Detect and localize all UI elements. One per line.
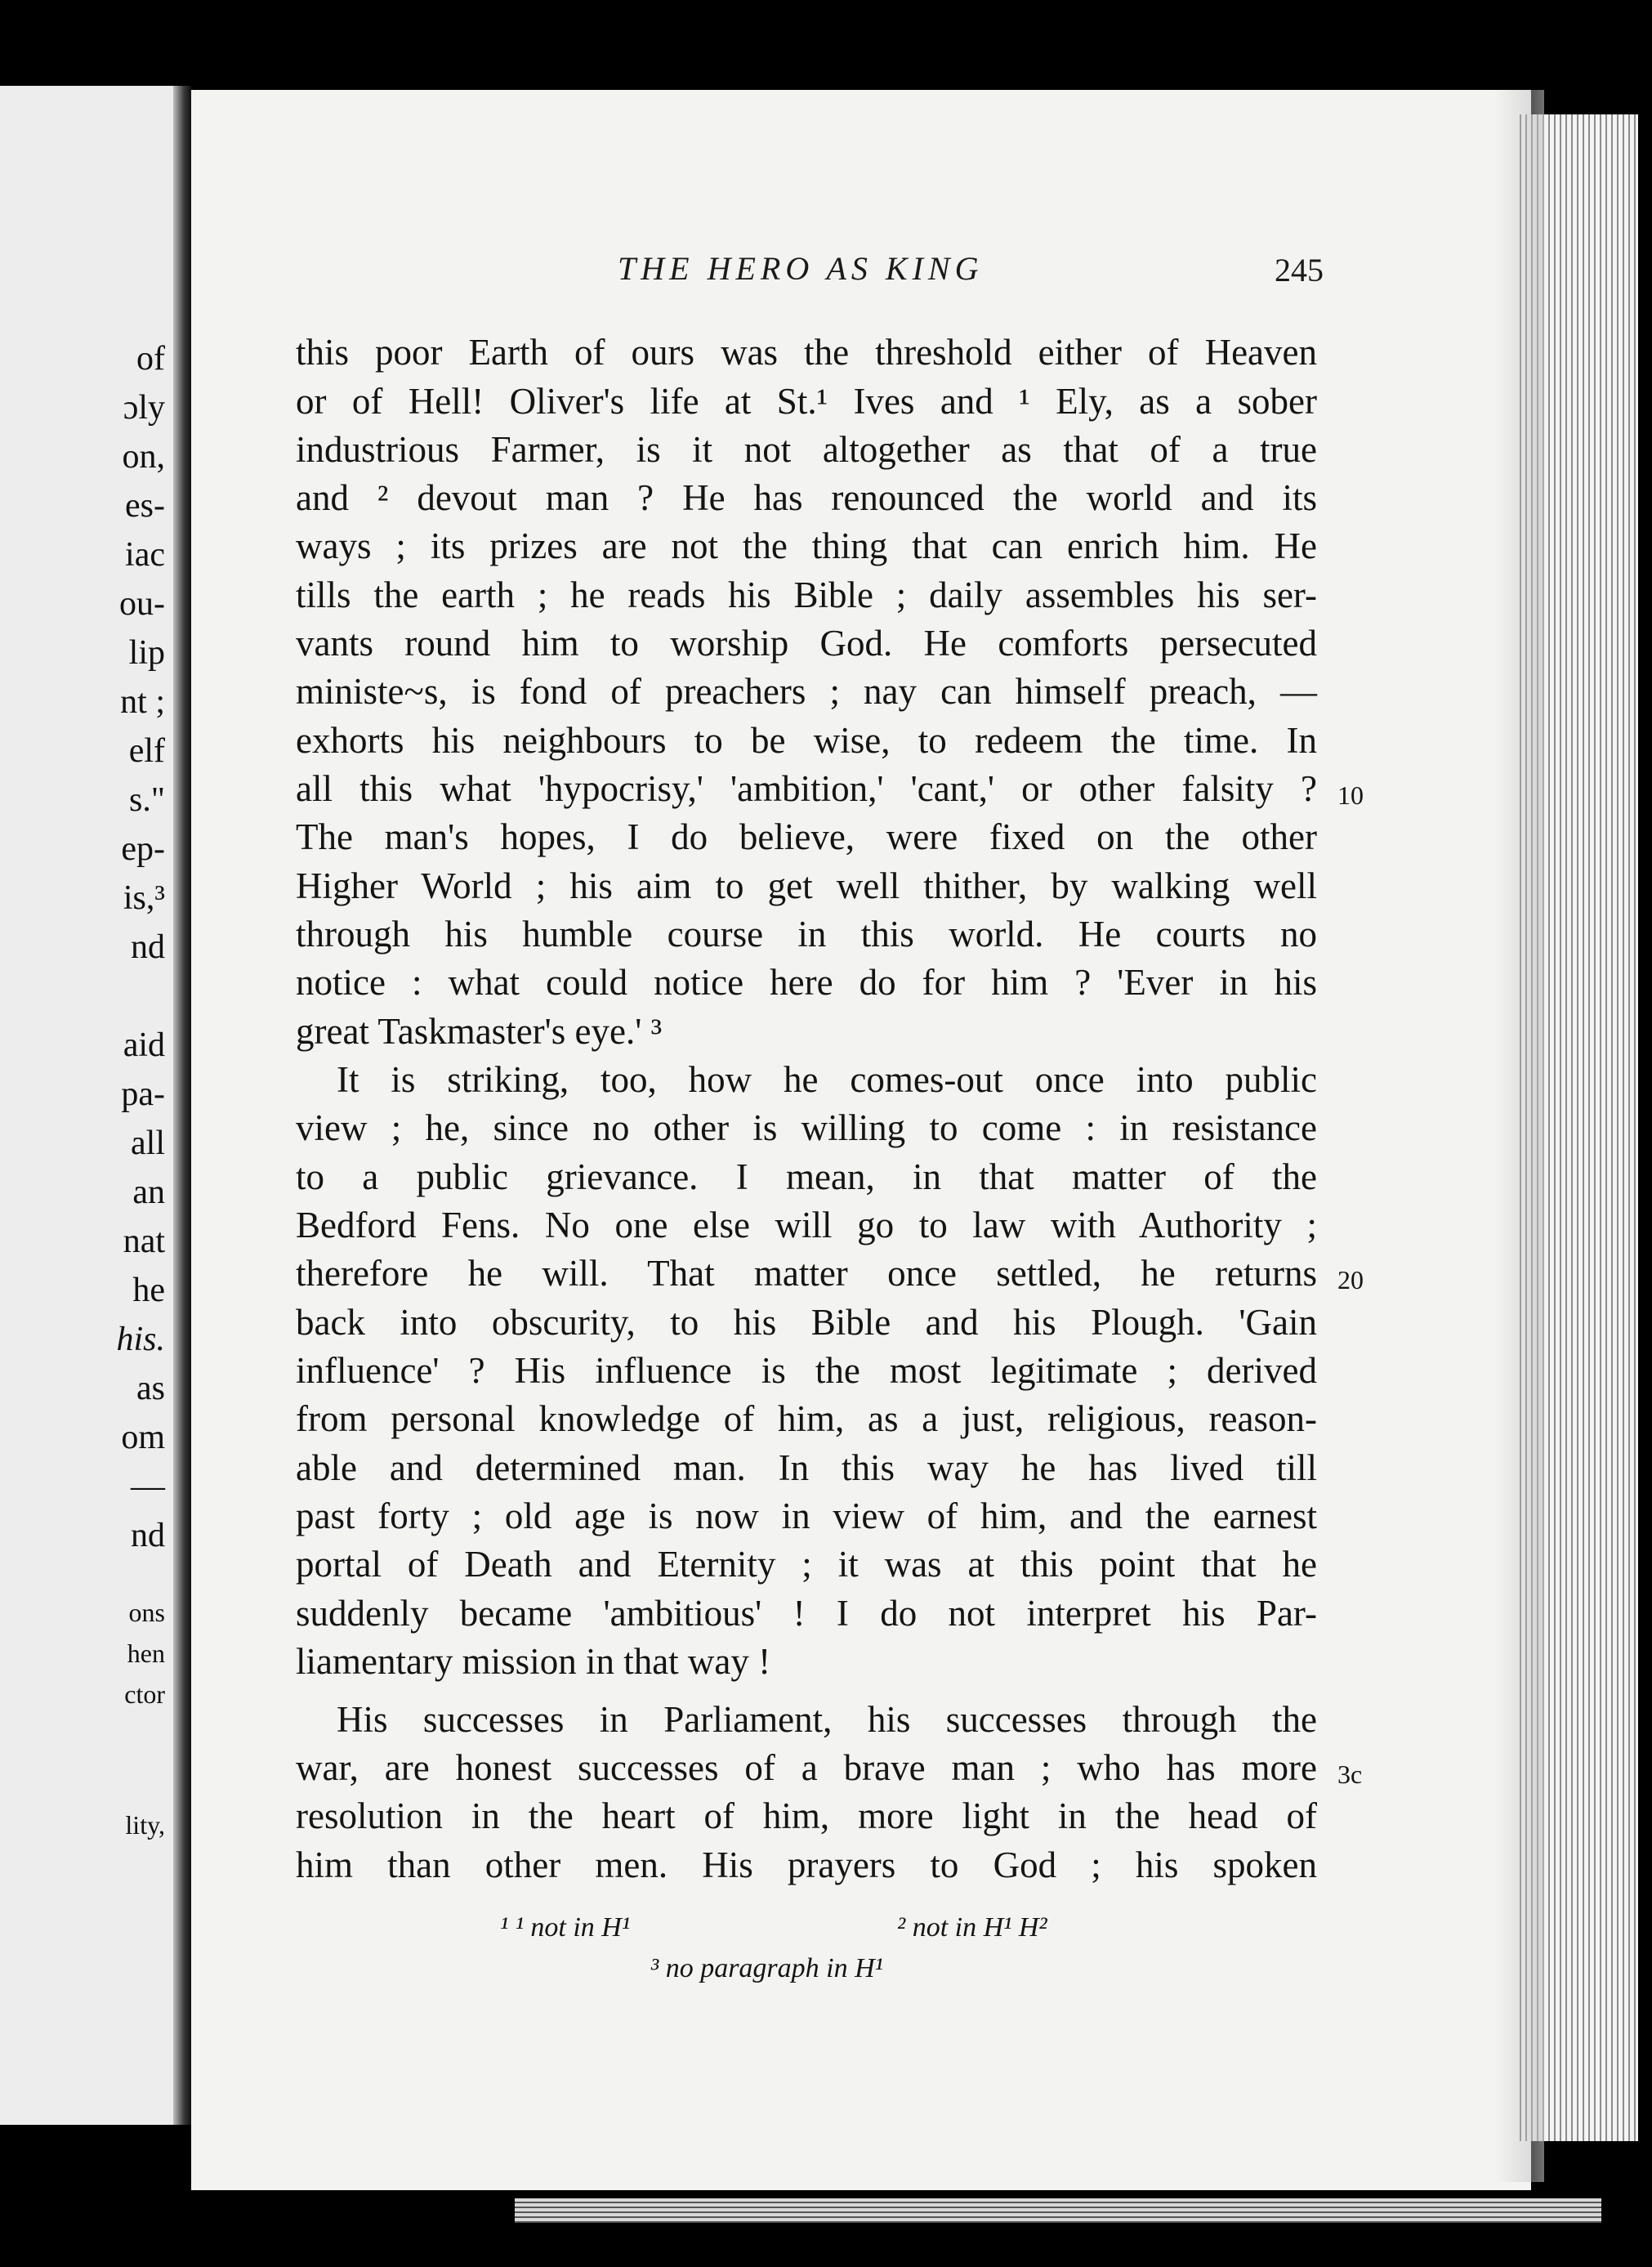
text-line: to a public grievance. I mean, in that matter of the [296, 1156, 1317, 1197]
left-page-fragment [0, 86, 173, 2125]
text-line: able and determined man. In this way he has lived till [296, 1447, 1317, 1488]
left-page-line: as [136, 1370, 165, 1407]
text-line: resolution in the heart of him, more light in the head of [296, 1795, 1317, 1836]
text-line: great Taskmaster's eye.' ³ [296, 1011, 663, 1052]
text-line: from personal knowledge of him, as a just, religious, reason- [296, 1398, 1317, 1439]
left-page-line: of [136, 340, 165, 378]
left-page-line: ons [128, 1598, 165, 1627]
left-page-line: ctor [124, 1679, 165, 1709]
left-page-line: his. [116, 1321, 165, 1358]
text-line: industrious Farmer, is it not altogether as that of a true [296, 429, 1317, 470]
text-line: and ² devout man ? He has renounced the world and its [296, 477, 1317, 518]
left-page-line: pa- [121, 1075, 165, 1113]
left-page-line: lity, [125, 1810, 165, 1840]
text-line: vants round him to worship God. He comforts persecuted [296, 623, 1317, 664]
text-line: exhorts his neighbours to be wise, to redeem the time. In [296, 720, 1317, 761]
text-line: suddenly became 'ambitious' ! I do not interpret his Par- [296, 1593, 1317, 1634]
text-line: therefore he will. That matter once settled, he returns [296, 1253, 1317, 1294]
page-bottom-edges [515, 2198, 1601, 2223]
left-page-line: an [132, 1174, 165, 1211]
text-line: Bedford Fens. No one else will go to law with Authority ; [296, 1205, 1317, 1245]
text-line: him than other men. His prayers to God ; his spoken [296, 1844, 1317, 1885]
text-line: or of Hell! Oliver's life at St.¹ Ives and ¹ Ely, as a sober [296, 381, 1317, 422]
footnote: ¹ ¹ not in H¹ [500, 1912, 631, 1943]
text-line: back into obscurity, to his Bible and his Plough. 'Gain [296, 1302, 1317, 1343]
left-page-line: s." [129, 781, 165, 819]
left-page-line: he [132, 1272, 165, 1309]
left-page-line: nd [131, 1517, 165, 1554]
text-line: past forty ; old age is now in view of him, and the earnest [296, 1496, 1317, 1536]
text-line: His successes in Parliament, his successes through the [337, 1699, 1317, 1740]
text-line: ways ; its prizes are not the thing that can enrich him. He [296, 525, 1317, 566]
running-head: THE HERO AS KING [618, 250, 984, 287]
text-line: all this what 'hypocrisy,' 'ambition,' 'cant,' or other falsity ? [296, 768, 1317, 809]
text-line: The man's hopes, I do believe, were fixed on the other [296, 816, 1317, 857]
text-line: view ; he, since no other is willing to come : in resistance [296, 1107, 1317, 1148]
left-page-line: ɔly [123, 389, 165, 427]
text-line: war, are honest successes of a brave man ; who has more [296, 1747, 1317, 1788]
book-gutter [173, 86, 191, 2125]
left-page-line: — [131, 1468, 165, 1505]
line-number: 20 [1337, 1265, 1364, 1294]
line-number: 10 [1337, 780, 1364, 810]
text-line: portal of Death and Eternity ; it was at this point that he [296, 1544, 1317, 1585]
text-line: influence' ? His influence is the most legitimate ; derived [296, 1350, 1317, 1391]
left-page-line: nt ; [120, 683, 165, 721]
text-line: ministe~s, is fond of preachers ; nay can himself preach, — [296, 671, 1317, 712]
text-line: tills the earth ; he reads his Bible ; daily assembles his ser- [296, 575, 1317, 615]
left-page-line: es- [125, 487, 165, 525]
left-page-line: is,³ [123, 879, 165, 917]
text-line: through his humble course in this world. He courts no [296, 914, 1317, 955]
footnote: ² not in H¹ H² [897, 1912, 1047, 1943]
text-line: Higher World ; his aim to get well thither, by walking well [296, 865, 1317, 906]
left-page-line: hen [127, 1639, 165, 1668]
left-page-line: aid [123, 1026, 165, 1064]
left-page-line: on, [122, 438, 165, 476]
text-line: notice : what could notice here do for him ? 'Ever in his [296, 962, 1317, 1003]
footnote: ³ no paragraph in H¹ [650, 1953, 883, 1983]
text-line: It is striking, too, how he comes-out once into public [337, 1059, 1317, 1100]
left-page-line: lip [128, 634, 165, 672]
page-edge-shadow [1495, 90, 1544, 2182]
left-page-line: om [121, 1419, 165, 1456]
left-page-line: nat [123, 1223, 165, 1260]
left-page-line: ep- [121, 830, 165, 868]
text-line: liamentary mission in that way ! [296, 1641, 771, 1682]
left-page-line: nd [131, 928, 165, 966]
left-page-line: all [131, 1125, 165, 1162]
left-page-line: iac [125, 536, 165, 574]
line-number: 3c [1337, 1759, 1363, 1789]
left-page-line: elf [128, 732, 165, 770]
page-number: 245 [1275, 252, 1324, 288]
text-line: this poor Earth of ours was the threshold either of Heaven [296, 332, 1317, 373]
left-page-line: ou- [119, 585, 165, 623]
